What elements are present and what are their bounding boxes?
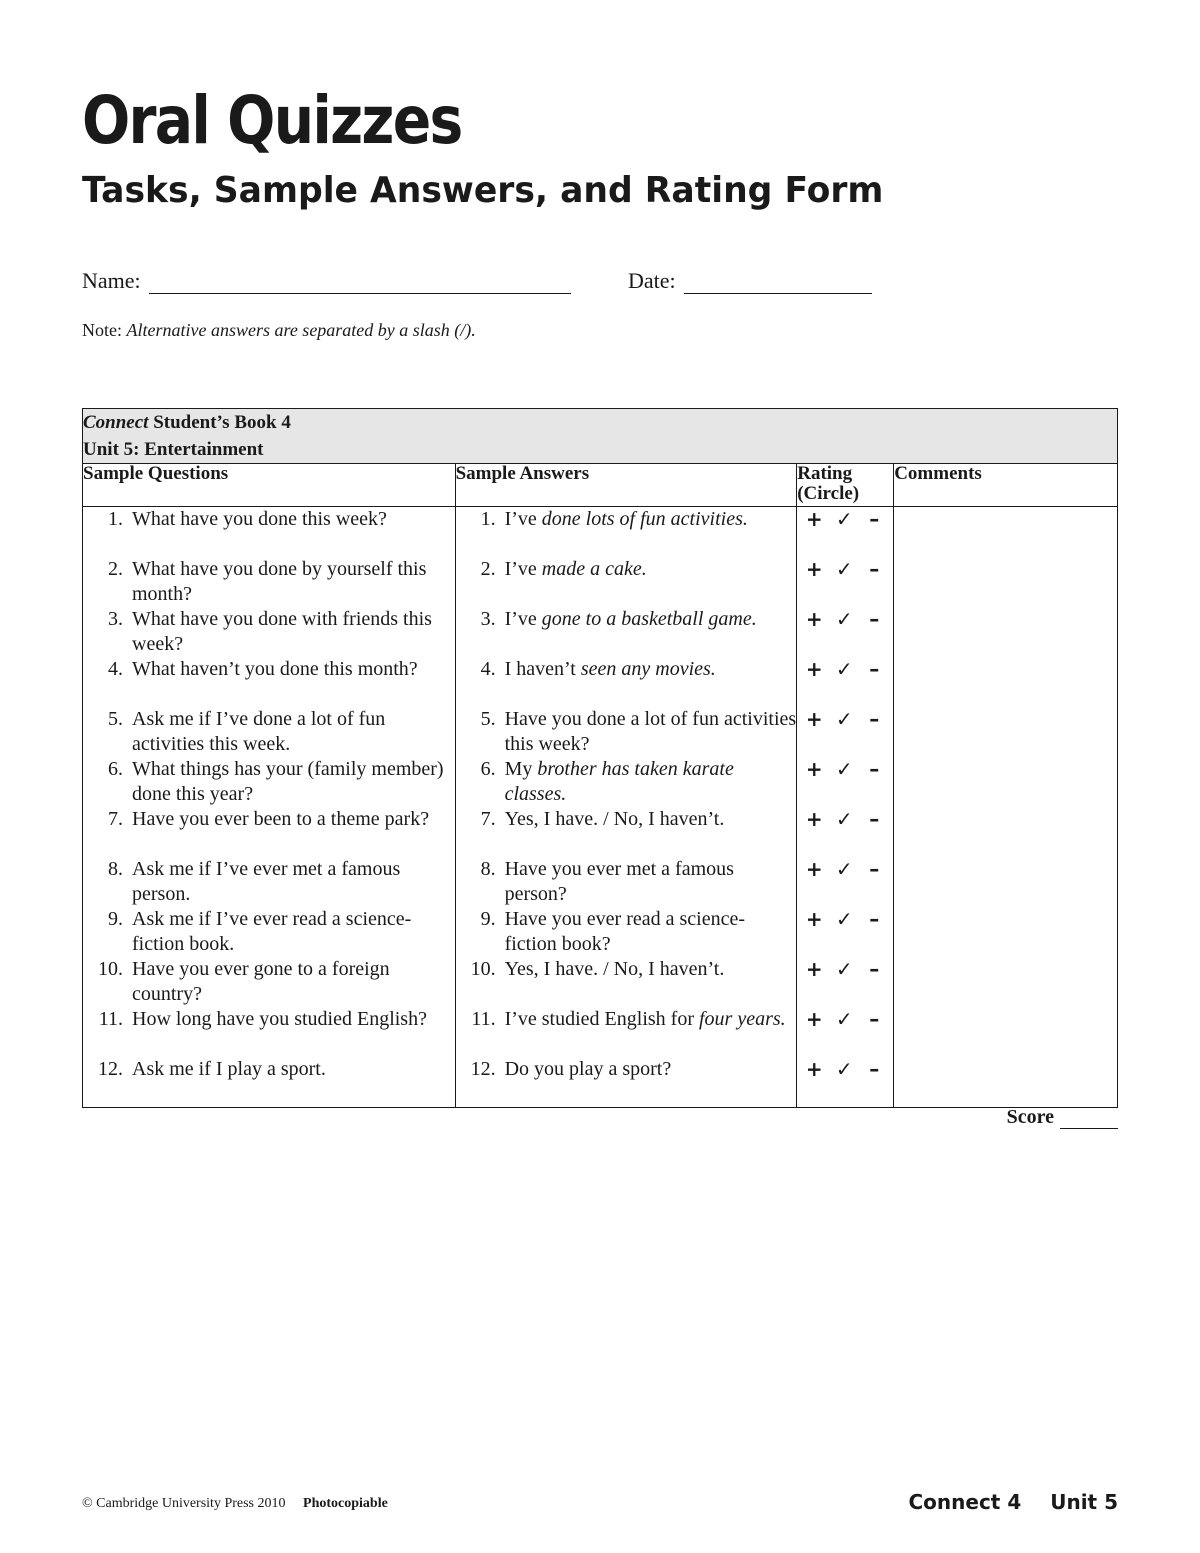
answer-item xyxy=(456,1007,797,1057)
footer-unit: Unit 5 xyxy=(1050,1490,1118,1514)
rating-minus[interactable]: – xyxy=(869,607,880,631)
rating-options xyxy=(797,1057,893,1107)
question-item xyxy=(83,757,455,807)
answer-number: 6. xyxy=(480,758,496,780)
question-number: 2. xyxy=(108,558,123,580)
rating-plus[interactable]: + xyxy=(805,507,823,531)
rating-plus[interactable]: + xyxy=(805,1007,823,1031)
answer-number: 8. xyxy=(480,858,496,880)
name-label: Name: xyxy=(82,268,141,293)
comments-cell[interactable] xyxy=(894,507,1118,1108)
answer-number: 4. xyxy=(480,658,496,680)
answer-text: I’ve gone to a basketball game. xyxy=(504,608,757,630)
answer-text: I’ve studied English for four years. xyxy=(504,1008,786,1030)
unit-title: Unit 5: Entertainment xyxy=(83,439,264,460)
rating-check[interactable]: ✓ xyxy=(835,1057,853,1081)
question-text: How long have you studied English? xyxy=(132,1008,427,1030)
answer-item xyxy=(456,807,797,857)
rating-check[interactable]: ✓ xyxy=(835,557,853,581)
rating-options xyxy=(797,507,893,557)
copyright: © Cambridge University Press 2010 xyxy=(82,1496,286,1511)
answer-item xyxy=(456,907,797,957)
answer-text: Yes, I have. / No, I haven’t. xyxy=(504,808,725,830)
date-input-line[interactable] xyxy=(684,273,872,294)
date-label: Date: xyxy=(628,268,676,293)
answer-item xyxy=(456,1057,797,1107)
answer-number: 9. xyxy=(480,908,496,930)
rating-plus[interactable]: + xyxy=(805,1057,823,1081)
rating-check[interactable]: ✓ xyxy=(835,607,853,631)
question-text: Ask me if I’ve done a lot of fun activities this week. xyxy=(132,708,386,755)
rating-plus[interactable]: + xyxy=(805,807,823,831)
question-item xyxy=(83,907,455,957)
question-number: 11. xyxy=(98,1008,123,1030)
rating-minus[interactable]: – xyxy=(869,957,880,981)
answer-text: I haven’t seen any movies. xyxy=(504,658,716,680)
rating-plus[interactable]: + xyxy=(805,557,823,581)
column-header-row xyxy=(83,464,1118,507)
question-text: Ask me if I’ve ever met a famous person. xyxy=(132,858,401,905)
answer-text: Have you ever read a science-fiction book? xyxy=(504,908,745,955)
rating-check[interactable]: ✓ xyxy=(835,1007,853,1031)
question-number: 9. xyxy=(108,908,123,930)
rating-plus[interactable]: + xyxy=(805,757,823,781)
answers-cell xyxy=(455,507,797,1108)
answer-text: I’ve made a cake. xyxy=(504,558,647,580)
rating-plus[interactable]: + xyxy=(805,957,823,981)
question-number: 1. xyxy=(108,508,123,530)
rating-options xyxy=(797,857,893,907)
question-number: 6. xyxy=(108,758,123,780)
question-number: 8. xyxy=(108,858,123,880)
question-number: 4. xyxy=(108,658,123,680)
rating-check[interactable]: ✓ xyxy=(835,807,853,831)
question-item xyxy=(83,857,455,907)
rating-minus[interactable]: – xyxy=(869,857,880,881)
answer-text: Do you play a sport? xyxy=(504,1058,672,1080)
question-text: What haven’t you done this month? xyxy=(132,658,418,680)
rating-check[interactable]: ✓ xyxy=(835,507,853,531)
rating-plus[interactable]: + xyxy=(805,707,823,731)
answer-text: My brother has taken karate classes. xyxy=(504,758,734,805)
rating-minus[interactable]: – xyxy=(869,707,880,731)
rating-options xyxy=(797,607,893,657)
rating-options xyxy=(797,757,893,807)
question-item xyxy=(83,707,455,757)
rating-options xyxy=(797,557,893,607)
question-item xyxy=(83,657,455,707)
answer-text: Yes, I have. / No, I haven’t. xyxy=(504,958,725,980)
book-title: Connect Student’s Book 4 xyxy=(83,412,291,433)
col-header-rating: Rating (Circle) xyxy=(797,464,894,507)
page-subtitle: Tasks, Sample Answers, and Rating Form xyxy=(82,170,884,211)
rating-check[interactable]: ✓ xyxy=(835,907,853,931)
rating-minus[interactable]: – xyxy=(869,1007,880,1031)
name-input-line[interactable] xyxy=(149,273,571,294)
quiz-table xyxy=(82,408,1118,1108)
rating-minus[interactable]: – xyxy=(869,557,880,581)
score-label: Score xyxy=(1006,1106,1054,1128)
question-text: Have you ever been to a theme park? xyxy=(132,808,430,830)
answer-item xyxy=(456,857,797,907)
rating-minus[interactable]: – xyxy=(869,757,880,781)
rating-check[interactable]: ✓ xyxy=(835,857,853,881)
questions-cell xyxy=(83,507,456,1108)
rating-minus[interactable]: – xyxy=(869,507,880,531)
page-title: Oral Quizzes xyxy=(82,82,462,159)
col-header-answers: Sample Answers xyxy=(455,464,797,507)
rating-plus[interactable]: + xyxy=(805,657,823,681)
note-label: Note: xyxy=(82,320,122,340)
question-item xyxy=(83,807,455,857)
answer-item xyxy=(456,707,797,757)
rating-options xyxy=(797,707,893,757)
note-text: Alternative answers are separated by a slash (/). xyxy=(126,320,476,340)
question-text: Have you ever gone to a foreign country? xyxy=(132,958,390,1005)
rating-minus[interactable]: – xyxy=(869,907,880,931)
rating-options xyxy=(797,657,893,707)
rating-plus[interactable]: + xyxy=(805,607,823,631)
question-item xyxy=(83,1007,455,1057)
answer-item xyxy=(456,557,797,607)
answer-text: Have you ever met a famous person? xyxy=(504,858,734,905)
rating-minus[interactable]: – xyxy=(869,657,880,681)
question-number: 3. xyxy=(108,608,123,630)
answer-number: 1. xyxy=(480,508,496,530)
answer-item xyxy=(456,957,797,1007)
score-input-line[interactable] xyxy=(1060,1110,1118,1129)
answer-number: 7. xyxy=(480,808,496,830)
rating-cell xyxy=(797,507,894,1108)
question-text: What have you done by yourself this month? xyxy=(132,558,427,605)
question-text: Ask me if I’ve ever read a science-fiction book. xyxy=(132,908,412,955)
rating-check[interactable]: ✓ xyxy=(835,657,853,681)
footer-book: Connect 4 xyxy=(908,1490,1022,1514)
rating-options xyxy=(797,957,893,1007)
note xyxy=(82,320,476,341)
question-text: What have you done with friends this week? xyxy=(132,608,432,655)
rating-minus[interactable]: – xyxy=(869,807,880,831)
name-field xyxy=(82,268,571,294)
rating-options xyxy=(797,807,893,857)
rating-check[interactable]: ✓ xyxy=(835,757,853,781)
answer-number: 10. xyxy=(470,958,496,980)
answer-item xyxy=(456,757,797,807)
rating-options xyxy=(797,1007,893,1057)
answer-number: 3. xyxy=(480,608,496,630)
col-header-questions: Sample Questions xyxy=(83,464,456,507)
answer-number: 12. xyxy=(470,1058,496,1080)
rating-minus[interactable]: – xyxy=(869,1057,880,1081)
answer-item xyxy=(456,657,797,707)
footer-right xyxy=(908,1490,1118,1514)
question-text: What things has your (family member) done this year? xyxy=(132,758,444,805)
question-item xyxy=(83,1057,455,1107)
answer-item xyxy=(456,607,797,657)
date-field xyxy=(628,268,872,294)
answer-number: 11. xyxy=(471,1008,496,1030)
table-body-row xyxy=(83,507,1118,1108)
rating-options xyxy=(797,907,893,957)
rating-check[interactable]: ✓ xyxy=(835,957,853,981)
rating-check[interactable]: ✓ xyxy=(835,707,853,731)
question-item xyxy=(83,557,455,607)
rating-plus[interactable]: + xyxy=(805,907,823,931)
answer-number: 5. xyxy=(480,708,496,730)
footer-left xyxy=(82,1496,388,1512)
answer-text: Have you done a lot of fun activities this week? xyxy=(504,708,797,755)
rating-plus[interactable]: + xyxy=(805,857,823,881)
question-number: 12. xyxy=(98,1058,123,1080)
answer-number: 2. xyxy=(480,558,496,580)
question-text: What have you done this week? xyxy=(132,508,387,530)
col-header-comments: Comments xyxy=(894,464,1118,507)
answer-text: I’ve done lots of fun activities. xyxy=(504,508,748,530)
table-caption xyxy=(83,409,1118,464)
table-caption-row xyxy=(83,409,1118,464)
question-text: Ask me if I play a sport. xyxy=(132,1058,326,1080)
question-number: 10. xyxy=(98,958,123,980)
question-item xyxy=(83,507,455,557)
question-item xyxy=(83,957,455,1007)
score-field xyxy=(1007,1106,1118,1129)
question-number: 7. xyxy=(108,808,123,830)
answer-item xyxy=(456,507,797,557)
question-number: 5. xyxy=(108,708,123,730)
question-item xyxy=(83,607,455,657)
photocopiable-label: Photocopiable xyxy=(303,1496,388,1511)
